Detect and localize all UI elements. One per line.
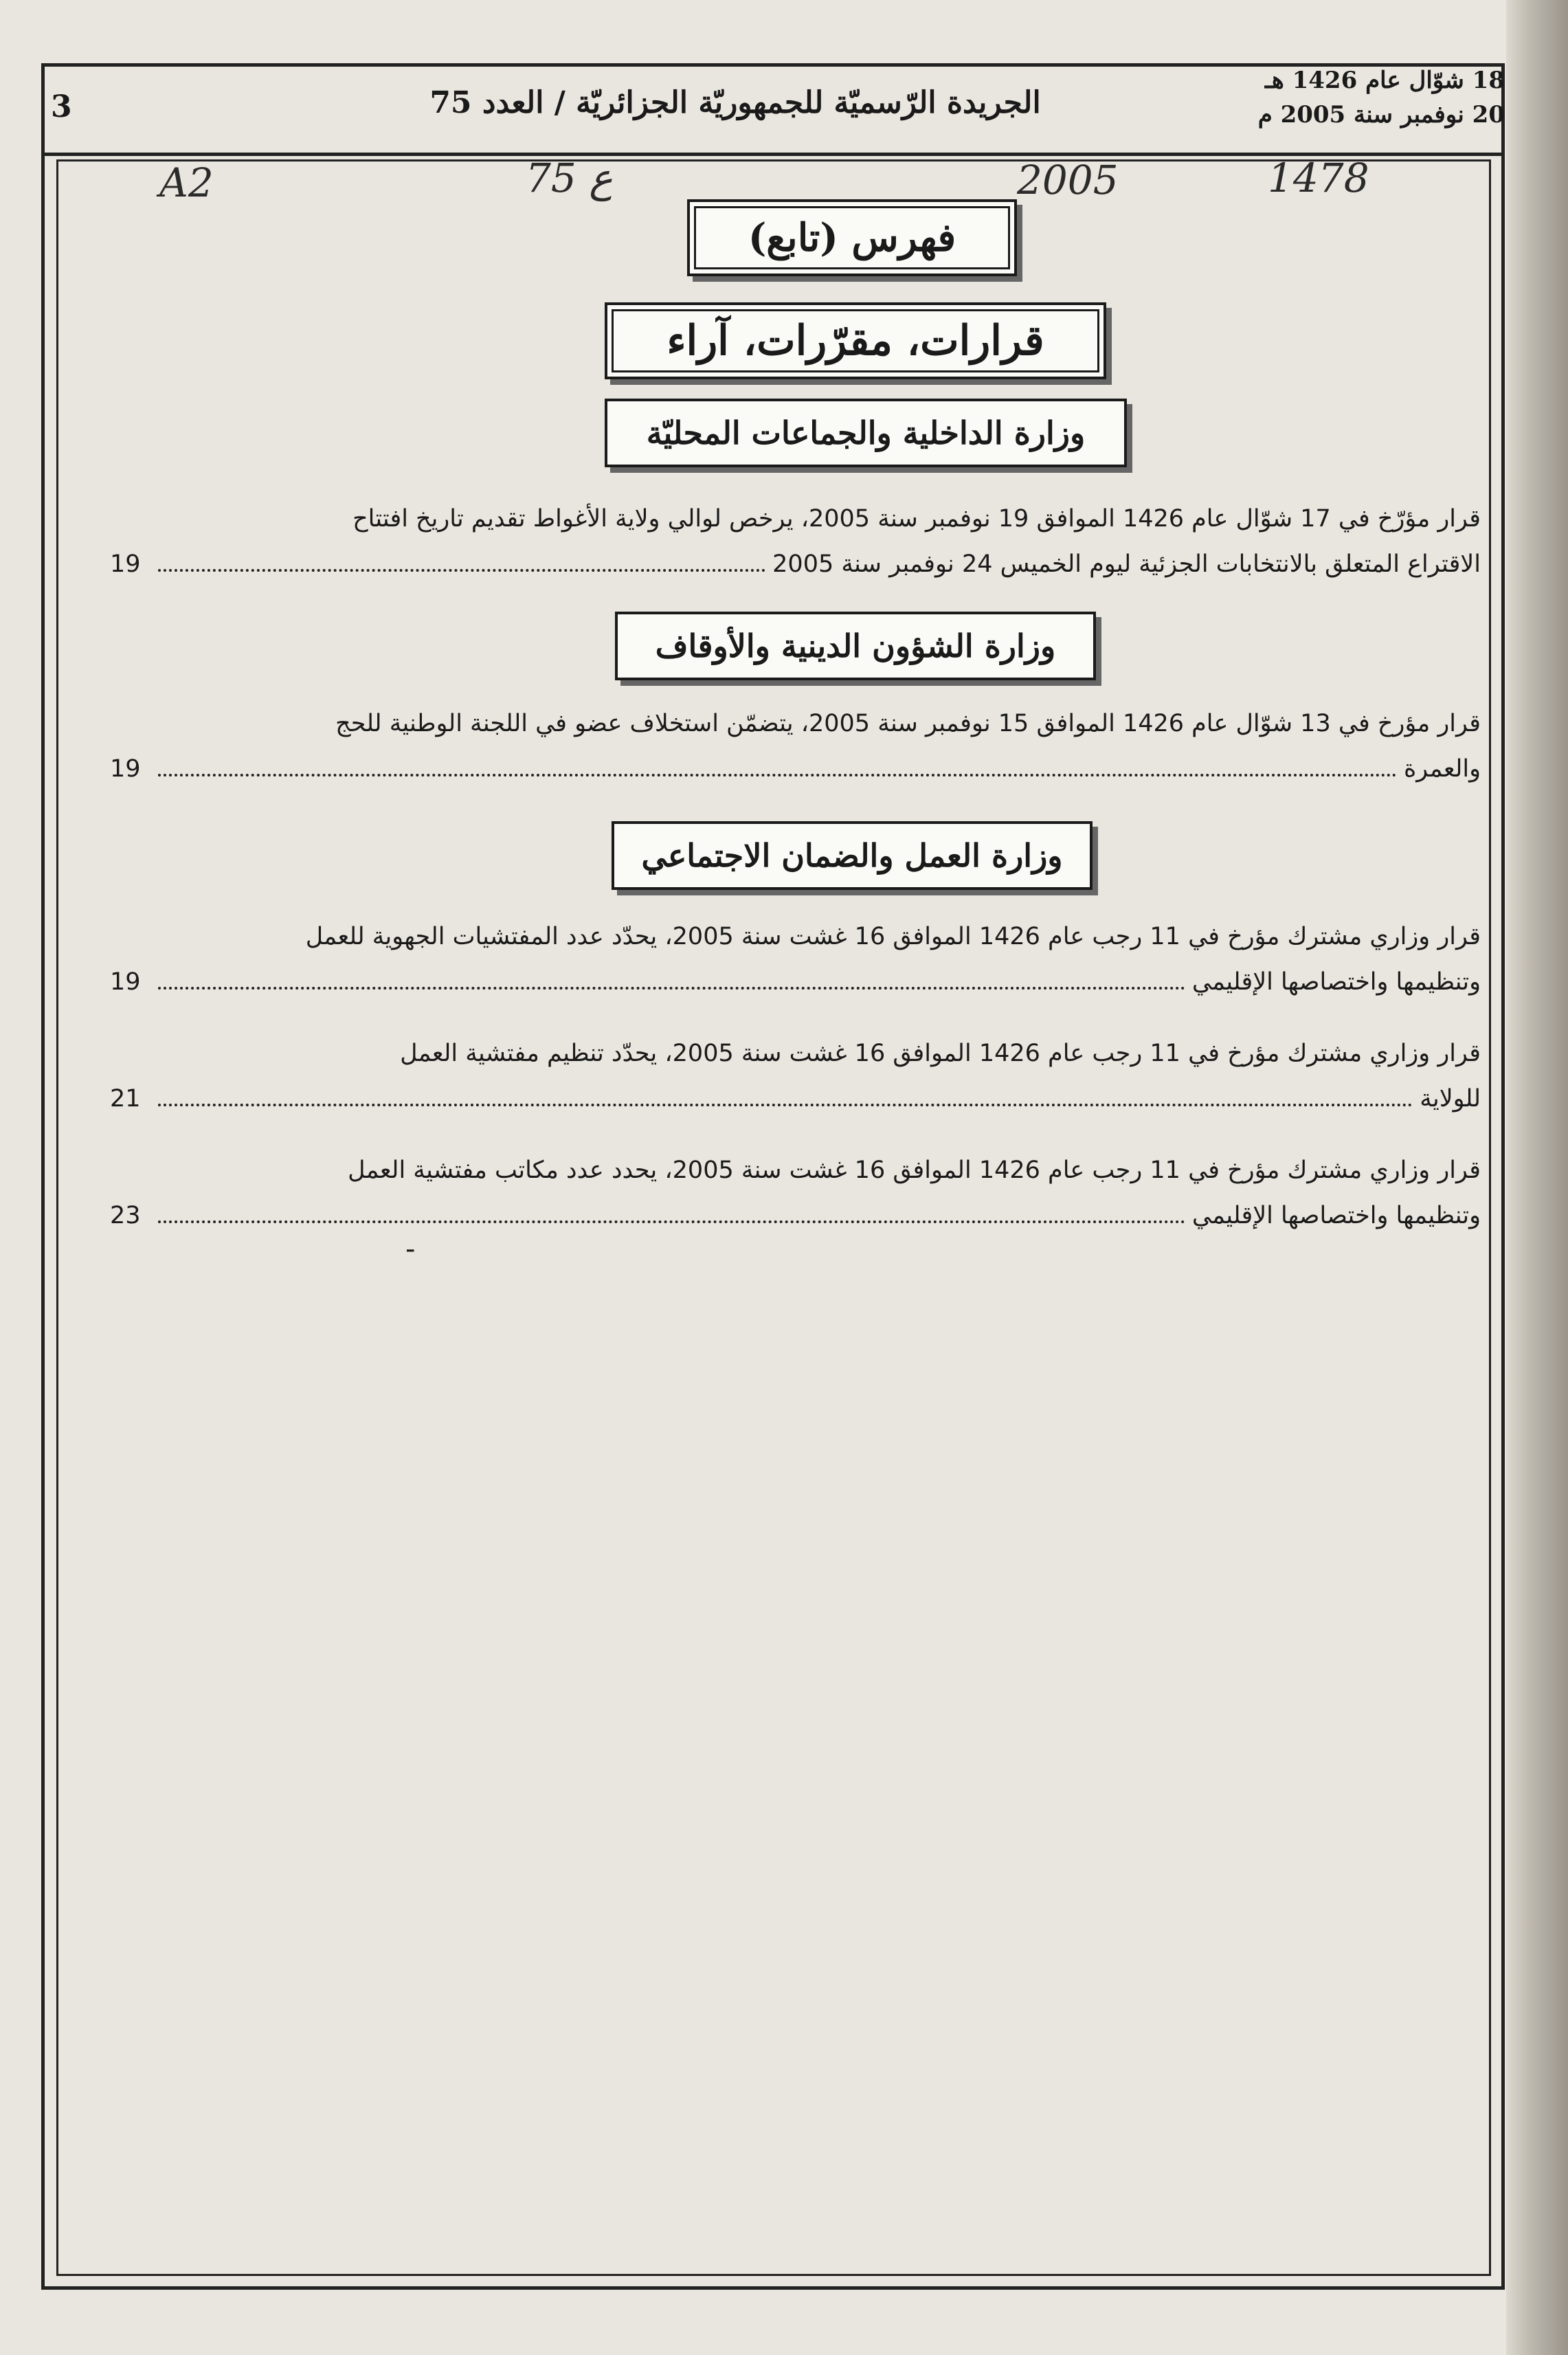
page-reference: 21: [110, 1085, 141, 1113]
handwritten-note: 1478: [1268, 155, 1369, 201]
page-reference: 23: [110, 1202, 141, 1229]
index-title: فهرس (تابع): [687, 199, 1017, 276]
index-entry: [110, 496, 1481, 587]
entry-line: وتنظيمها واختصاصها الإقليمي: [1191, 968, 1481, 996]
page-number: 3: [51, 89, 72, 124]
leader-dots: [158, 1220, 1185, 1223]
entry-line: قرار مؤرخ في 13 شوّال عام 1426 الموافق 15 نوفمبر سنة 2005، يتضمّن استخلاف عضو في اللجنة الوطنية للحج: [335, 710, 1481, 737]
ministry-heading: وزارة العمل والضمان الاجتماعي: [612, 821, 1093, 890]
entry-line: والعمرة: [1403, 755, 1481, 783]
leader-dots: [158, 987, 1185, 990]
entry-line: وتنظيمها واختصاصها الإقليمي: [1191, 1202, 1481, 1229]
hijri-date: 18 شوّال عام 1426 هـ: [1264, 67, 1505, 94]
leader-dots: [158, 774, 1397, 777]
page-reference: 19: [110, 755, 141, 783]
entry-line: قرار وزاري مشترك مؤرخ في 11 رجب عام 1426 الموافق 16 غشت سنة 2005، يحدّد تنظيم مفتشية العمل: [400, 1040, 1481, 1067]
section-title: قرارات، مقرّرات، آراء: [605, 302, 1106, 379]
index-entry: [110, 701, 1481, 792]
entry-line: الاقتراع المتعلق بالانتخابات الجزئية ليوم الخميس 24 نوفمبر سنة 2005: [772, 550, 1481, 578]
entry-line: قرار وزاري مشترك مؤرخ في 11 رجب عام 1426 الموافق 16 غشت سنة 2005، يحدّد عدد المفتشيات الجهوية للعمل: [305, 923, 1481, 950]
leader-dots: [158, 569, 765, 572]
issue-date: [1257, 63, 1505, 132]
index-entry: [110, 1148, 1481, 1238]
gregorian-date: 20 نوفمبر سنة 2005 م: [1257, 101, 1505, 129]
gazette-title: الجريدة الرّسميّة للجمهوريّة الجزائريّة / العدد 75: [429, 85, 1041, 120]
handwritten-note: A2: [159, 159, 214, 206]
ministry-heading: وزارة الشؤون الدينية والأوقاف: [615, 612, 1096, 680]
index-entry: [110, 914, 1481, 1005]
leader-dots: [158, 1104, 1413, 1106]
entry-line: للولاية: [1420, 1085, 1481, 1113]
index-entry: [110, 1031, 1481, 1121]
handwritten-note: 2005: [1017, 157, 1119, 203]
trailing-mark: -: [405, 1234, 416, 1265]
page-reference: 19: [110, 968, 141, 996]
entry-line: قرار مؤرّخ في 17 شوّال عام 1426 الموافق 19 نوفمبر سنة 2005، يرخص لوالي ولاية الأغواط تقديم تاريخ افتتاح: [352, 505, 1481, 533]
handwritten-note: 75 ع: [526, 155, 613, 201]
scan-page-edge: [1506, 0, 1568, 2355]
page-reference: 19: [110, 550, 141, 578]
ministry-heading: وزارة الداخلية والجماعات المحليّة: [605, 399, 1127, 467]
entry-line: قرار وزاري مشترك مؤرخ في 11 رجب عام 1426 الموافق 16 غشت سنة 2005، يحدد عدد مكاتب مفتشية العمل: [348, 1157, 1481, 1184]
